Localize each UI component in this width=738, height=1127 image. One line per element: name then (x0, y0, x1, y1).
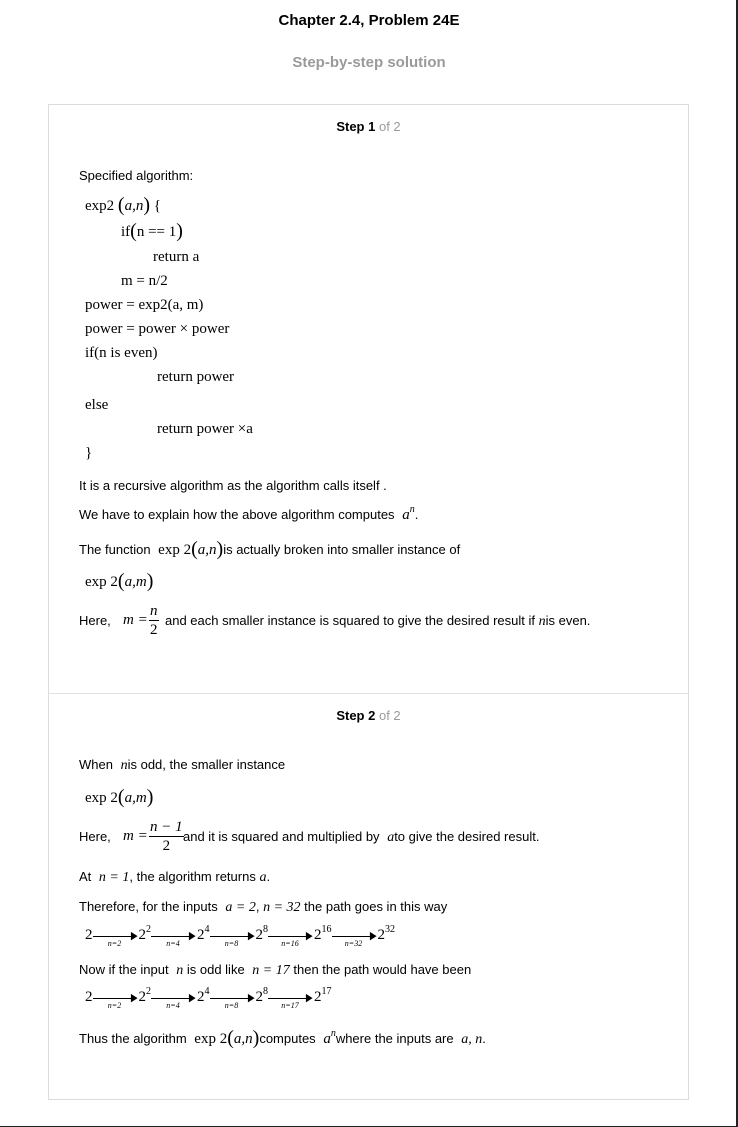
path-arrow-label: n=4 (166, 1001, 180, 1010)
path-exponent: 32 (385, 924, 395, 935)
path-arrow-label: n=2 (107, 939, 122, 948)
path-arrow-label: n=4 (166, 939, 180, 948)
step-1-intro: Specified algorithm: (79, 168, 194, 183)
path-exponent: 2 (146, 924, 151, 935)
path-arrow-label: n=8 (224, 939, 239, 948)
path-arrow-label: n=32 (344, 939, 363, 948)
step-1-count: of 2 (378, 119, 401, 134)
path-node: $2^{17}$ (314, 986, 332, 1005)
code-line-7: if(n is even) (85, 345, 158, 361)
path-arrow-label: n=17 (281, 1001, 299, 1010)
path-exponent: 16 (321, 924, 332, 935)
path-node: 2 (85, 989, 93, 1005)
step-2-here-label: Here, (79, 829, 111, 844)
step-1-recursive-note: It is a recursive algorithm as the algorithm calls itself . (79, 478, 387, 493)
path-node: $2^4$ (197, 924, 210, 943)
code-line-8: return power (157, 369, 235, 385)
path-even (85, 924, 395, 951)
step-2-when-odd: When nis odd, the smaller instance (79, 757, 286, 773)
step-2-label: Step 2 (336, 708, 376, 723)
step-1-fraction: $\frac{n}{2}$ (150, 603, 158, 638)
step-2-count: of 2 (378, 708, 401, 723)
path-arrow: ▶ n=2 (93, 927, 139, 951)
step-2-header (49, 708, 688, 723)
step-1-here-label: Here, (79, 613, 111, 628)
step-divider (49, 693, 688, 694)
path-exponent: 4 (204, 924, 210, 935)
page-subtitle: Step-by-step solution (292, 54, 446, 71)
code-line-1: exp2 (a,n) { (85, 194, 161, 216)
step-2-smaller-instance: exp 2(a,m) (85, 786, 154, 808)
code-line-6: power = power × power (85, 321, 230, 337)
path-node: $2^{32}$ (377, 924, 395, 943)
step-2-conclusion: Thus the algorithm exp 2(a,n)computes $a^nwhere$ the inputs are a, n. (79, 1027, 486, 1049)
step-1-header (49, 119, 688, 134)
step-2-base-case: At n = 1, the algorithm returns a. (79, 869, 271, 885)
path-arrow-label: n=16 (281, 939, 299, 948)
path-arrow: ▶ n=16 (268, 927, 314, 951)
step-2-fraction: $\frac{n - 1}{2}$ (150, 819, 183, 854)
step-1-explain-line: We have to explain how the above algorithm computes $a^n$. (79, 504, 419, 523)
path-arrow: ▶ n=8 (210, 989, 256, 1013)
path-arrow-label: n=2 (107, 1001, 122, 1010)
path-node: $2^{16}$ (314, 924, 332, 943)
path-arrow: ▶ n=17 (268, 989, 314, 1013)
code-line-5: power = exp2(a, m) (85, 297, 204, 313)
path-node: $2^2$ (138, 924, 151, 943)
path-arrow: ▶ n=8 (210, 927, 256, 951)
step-2-inputs-line: Therefore, for the inputs a = 2, n = 32 the path goes in this way (79, 899, 448, 915)
path-odd (85, 986, 332, 1013)
page-title: Chapter 2.4, Problem 24E (278, 12, 460, 29)
path-exponent: 17 (321, 986, 332, 997)
path-arrow-label: n=8 (224, 1001, 239, 1010)
code-line-10: return power ×a (157, 421, 253, 437)
path-arrow: ▶ n=2 (93, 989, 139, 1013)
path-node: $2^8$ (255, 986, 268, 1005)
step-1-label: Step 1 (336, 119, 376, 134)
code-line-11: } (85, 445, 93, 461)
code-line-2: if(n == 1) (121, 220, 183, 242)
path-node: $2^4$ (197, 986, 210, 1005)
path-exponent: 2 (146, 986, 151, 997)
step-2-m-lhs: m = (123, 828, 148, 844)
code-line-4: m = n/2 (121, 273, 168, 289)
code-line-9: else (85, 397, 109, 413)
path-exponent: 8 (263, 924, 268, 935)
path-node: 2 (85, 927, 93, 943)
step-2-multiplied-note: and it is squared and multiplied by ato give the desired result. (183, 829, 540, 845)
path-exponent: 4 (204, 986, 210, 997)
path-arrow: ▶ n=4 (151, 989, 197, 1013)
path-arrow: ▶ n=4 (151, 927, 197, 951)
path-exponent: 8 (263, 986, 268, 997)
step-1-smaller-instance: exp 2(a,m) (85, 570, 154, 592)
step-1-squared-note: and each smaller instance is squared to give the desired result if nis even. (165, 613, 591, 629)
step-2-odd-line: Now if the input n is odd like n = 17 then the path would have been (79, 962, 472, 978)
step-1-m-lhs: m = (123, 612, 148, 628)
step-1-function-line: The function exp 2(a,n)is actually broken into smaller instance of (79, 538, 461, 560)
path-node: $2^8$ (255, 924, 268, 943)
path-arrow: ▶ n=32 (332, 927, 378, 951)
code-line-3: return a (153, 249, 200, 265)
solution-card (48, 104, 689, 1100)
path-node: $2^2$ (138, 986, 151, 1005)
